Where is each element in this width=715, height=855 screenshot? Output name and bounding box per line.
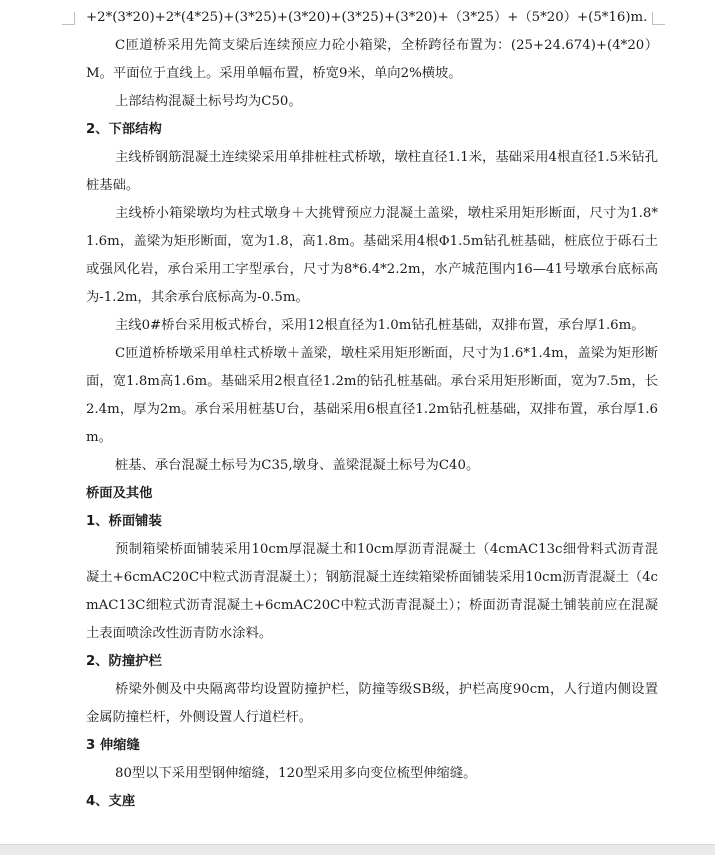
paragraph-abutment: 主线0#桥台采用板式桥台，采用12根直径为1.0m钻孔桩基础，双排布置，承台厚1.6m。 bbox=[115, 318, 645, 333]
page-bottom-edge bbox=[0, 844, 715, 855]
paragraph-c-ramp-piers: C匝道桥桥墩采用单柱式桥墩＋盖梁，墩柱采用矩形断面，尺寸为1.6*1.4m，盖梁为矩形断面，宽1.8m高1.6m。基础采用2根直径1.2m的钻孔桩基础。承台采用矩形断面，宽为7.5m，长2.4m，厚为2m。承台采用桩基U台，基础采用6根直径1.2m钻孔桩基础，双排布置，承台厚1.6m。 bbox=[86, 346, 658, 445]
paragraph-deck-pavement: 预制箱梁桥面铺装采用10cm厚混凝土和10cm厚沥青混凝土（4cmAC13c细骨料式沥青混凝土+6cmAC20C中粒式沥青混凝土）；钢筋混凝土连续箱梁桥面铺装采用10cm沥青混凝土（4cmAC13C细粒式沥青混凝土+6cmAC20C中粒式沥青混凝土）；桥面沥青混凝土铺装前应在混凝土表面喷涂改性沥青防水涂料。 bbox=[86, 542, 658, 641]
heading-bearings: 4、支座 bbox=[86, 794, 136, 809]
document-body bbox=[86, 4, 658, 816]
heading-deck-and-other: 桥面及其他 bbox=[86, 486, 153, 501]
heading-guardrail: 2、防撞护栏 bbox=[86, 654, 162, 669]
heading-expansion-joint: 3 伸缩缝 bbox=[86, 738, 140, 753]
paragraph-span-layout: +2*(3*20)+2*(4*25)+(3*25)+(3*20)+(3*25)+(3*20)+（3*25）+（5*20）+(5*16)m. bbox=[86, 10, 648, 25]
paragraph-concrete-grade: 上部结构混凝土标号均为C50。 bbox=[115, 94, 302, 109]
margin-corner-mark bbox=[62, 12, 75, 25]
paragraph-main-bridge-piers: 主线桥钢筋混凝土连续梁采用单排桩柱式桥墩，墩柱直径1.1米，基础采用4根直径1.5米钻孔桩基础。 bbox=[86, 150, 658, 193]
paragraph-guardrail: 桥梁外侧及中央隔离带均设置防撞护栏，防撞等级SB级，护栏高度90cm，人行道内侧设置金属防撞栏杆，外侧设置人行道栏杆。 bbox=[86, 682, 658, 725]
paragraph-substructure-concrete: 桩基、承台混凝土标号为C35,墩身、盖梁混凝土标号为C40。 bbox=[115, 458, 480, 473]
heading-deck-pavement: 1、桥面铺装 bbox=[86, 514, 162, 529]
heading-substructure: 2、下部结构 bbox=[86, 122, 162, 137]
paragraph-expansion-joint: 80型以下采用型钢伸缩缝，120型采用多向变位梳型伸缩缝。 bbox=[115, 766, 477, 781]
paragraph-box-girder-piers: 主线桥小箱梁墩均为柱式墩身＋大挑臂预应力混凝土盖梁，墩柱采用矩形断面，尺寸为1.8*1.6m，盖梁为矩形断面，宽为1.8，高1.8m。基础采用4根Φ1.5m钻孔桩基础，桩底位于砾石土或强风化岩，承台采用工字型承台，尺寸为8*6.4*2.2m，水产城范围内16—41号墩承台底标高为-1.2m，其余承台底标高为-0.5m。 bbox=[86, 206, 658, 305]
paragraph-c-ramp-superstructure: C匝道桥采用先简支梁后连续预应力砼小箱梁，全桥跨径布置为：(25+24.674)+(4*20）M。平面位于直线上。采用单幅布置，桥宽9米，单向2%横坡。 bbox=[86, 38, 658, 81]
